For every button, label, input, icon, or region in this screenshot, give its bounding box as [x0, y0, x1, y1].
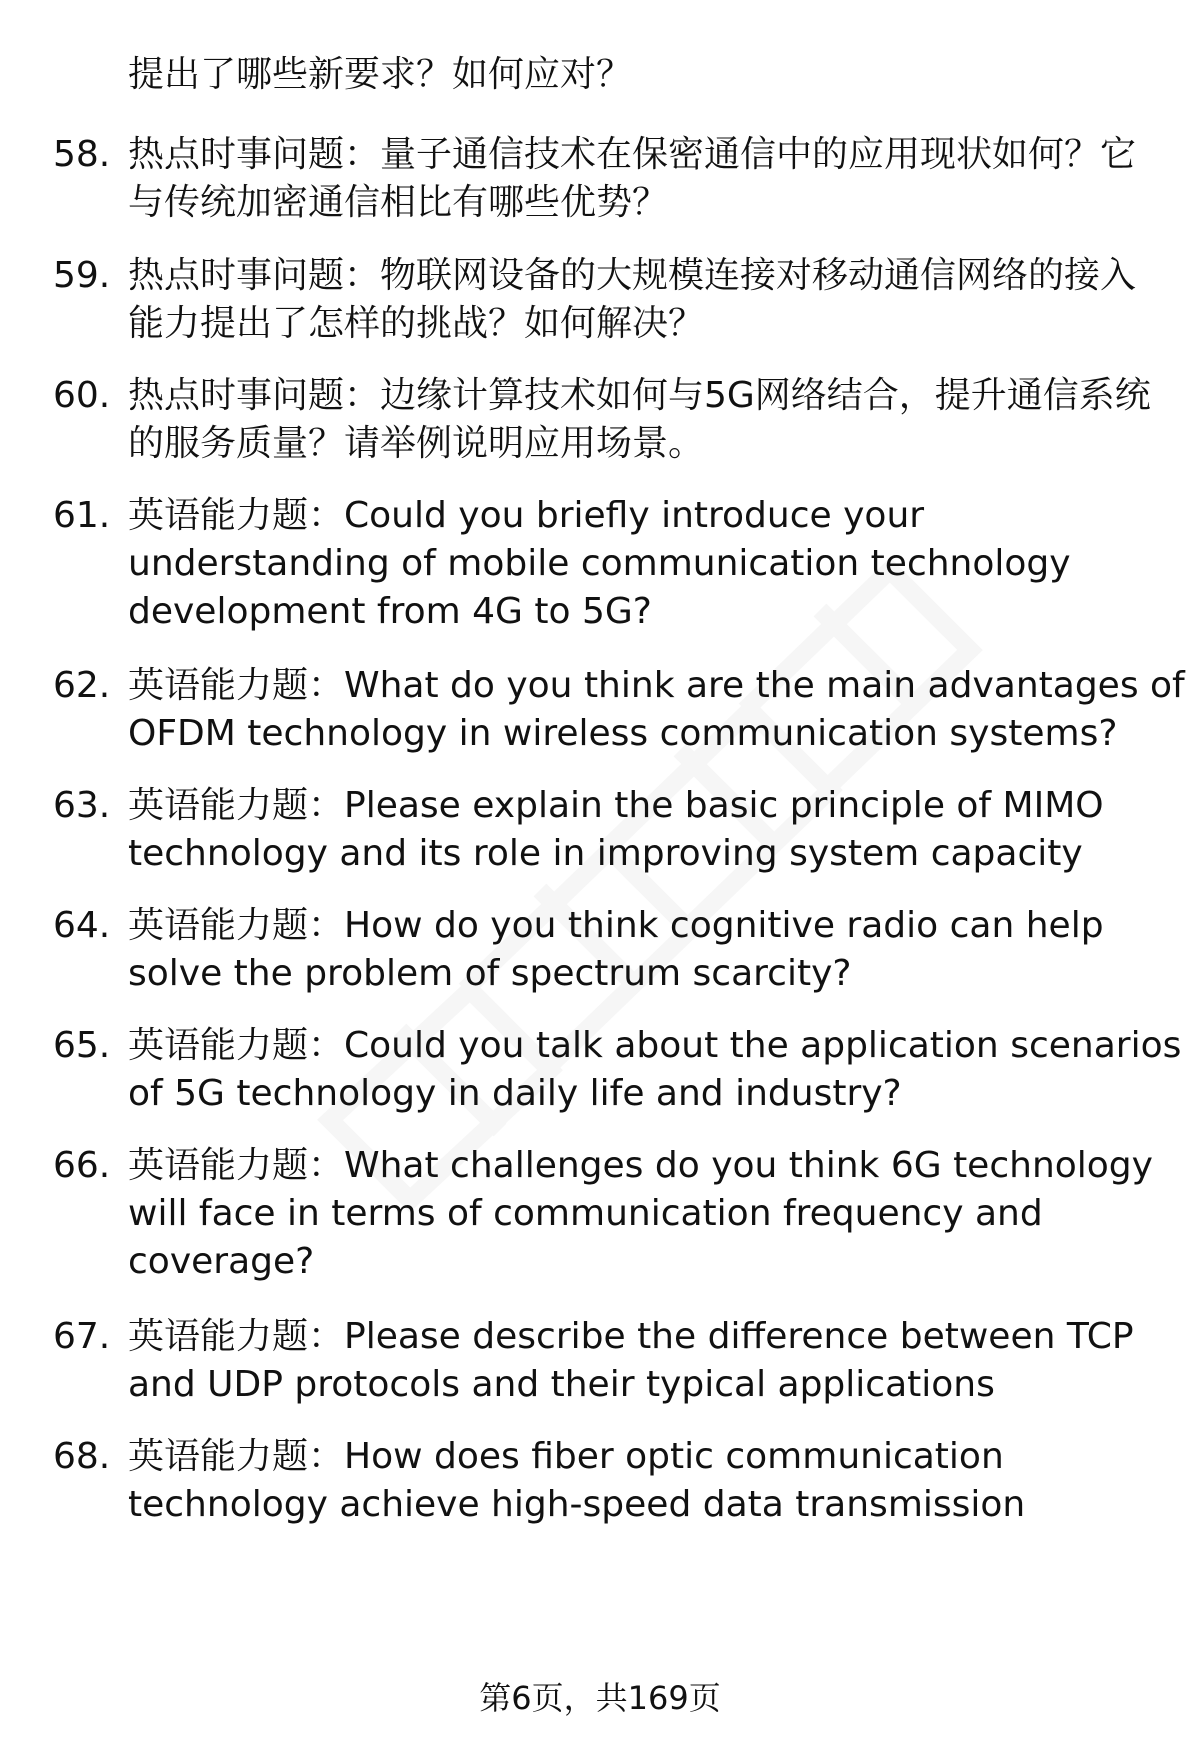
question-number: 60.: [53, 375, 111, 416]
question-text-line: will face in terms of communication frequency and: [128, 1193, 1043, 1234]
question-text-line: 英语能力题：Please describe the difference between TCP: [128, 1316, 1134, 1357]
question-text-line: understanding of mobile communication technology: [128, 543, 1071, 584]
question-number: 62.: [53, 665, 111, 706]
question-text-line: 英语能力题：How do you think cognitive radio can help: [128, 905, 1104, 946]
question-text-line: 热点时事问题：量子通信技术在保密通信中的应用现状如何？它: [128, 134, 1137, 175]
question-text-line: coverage?: [128, 1241, 315, 1282]
question-text-line: 英语能力题：Could you talk about the application scenarios: [128, 1025, 1182, 1066]
question-text-line: development from 4G to 5G?: [128, 591, 652, 632]
question-text-line: technology achieve high-speed data transmission: [128, 1484, 1026, 1525]
question-number: 66.: [53, 1145, 111, 1186]
question-text-line: solve the problem of spectrum scarcity?: [128, 953, 852, 994]
question-text-line: 英语能力题：Could you briefly introduce your: [128, 495, 925, 536]
question-number: 58.: [53, 134, 111, 175]
question-text-line: 英语能力题：What do you think are the main advantages of: [128, 665, 1185, 706]
question-number: 68.: [53, 1436, 111, 1477]
question-text-line: 能力提出了怎样的挑战？如何解决？: [128, 303, 705, 344]
continued-question-text: 提出了哪些新要求？如何应对？: [128, 54, 633, 95]
question-text-line: of 5G technology in daily life and industry?: [128, 1073, 902, 1114]
question-text-line: 热点时事问题：物联网设备的大规模连接对移动通信网络的接入: [128, 255, 1137, 296]
page-number-footer: 第6页，共169页: [479, 1679, 721, 1717]
question-text-line: 与传统加密通信相比有哪些优势？: [128, 182, 669, 223]
question-text-line: 英语能力题：What challenges do you think 6G technology: [128, 1145, 1153, 1186]
question-number: 65.: [53, 1025, 111, 1066]
question-number: 64.: [53, 905, 111, 946]
question-number: 67.: [53, 1316, 111, 1357]
question-text-line: 热点时事问题：边缘计算技术如何与5G网络结合，提升通信系统: [128, 375, 1151, 416]
question-text-line: 英语能力题：Please explain the basic principle of MIMO: [128, 785, 1104, 826]
question-text-line: 英语能力题：How does fiber optic communication: [128, 1436, 1004, 1477]
question-text-line: OFDM technology in wireless communication systems?: [128, 713, 1118, 754]
question-text-line: and UDP protocols and their typical applications: [128, 1364, 995, 1405]
question-number: 63.: [53, 785, 111, 826]
question-text-line: 的服务质量？请举例说明应用场景。: [128, 423, 705, 464]
question-text-line: technology and its role in improving system capacity: [128, 833, 1083, 874]
question-number: 61.: [53, 495, 111, 536]
question-number: 59.: [53, 255, 111, 296]
